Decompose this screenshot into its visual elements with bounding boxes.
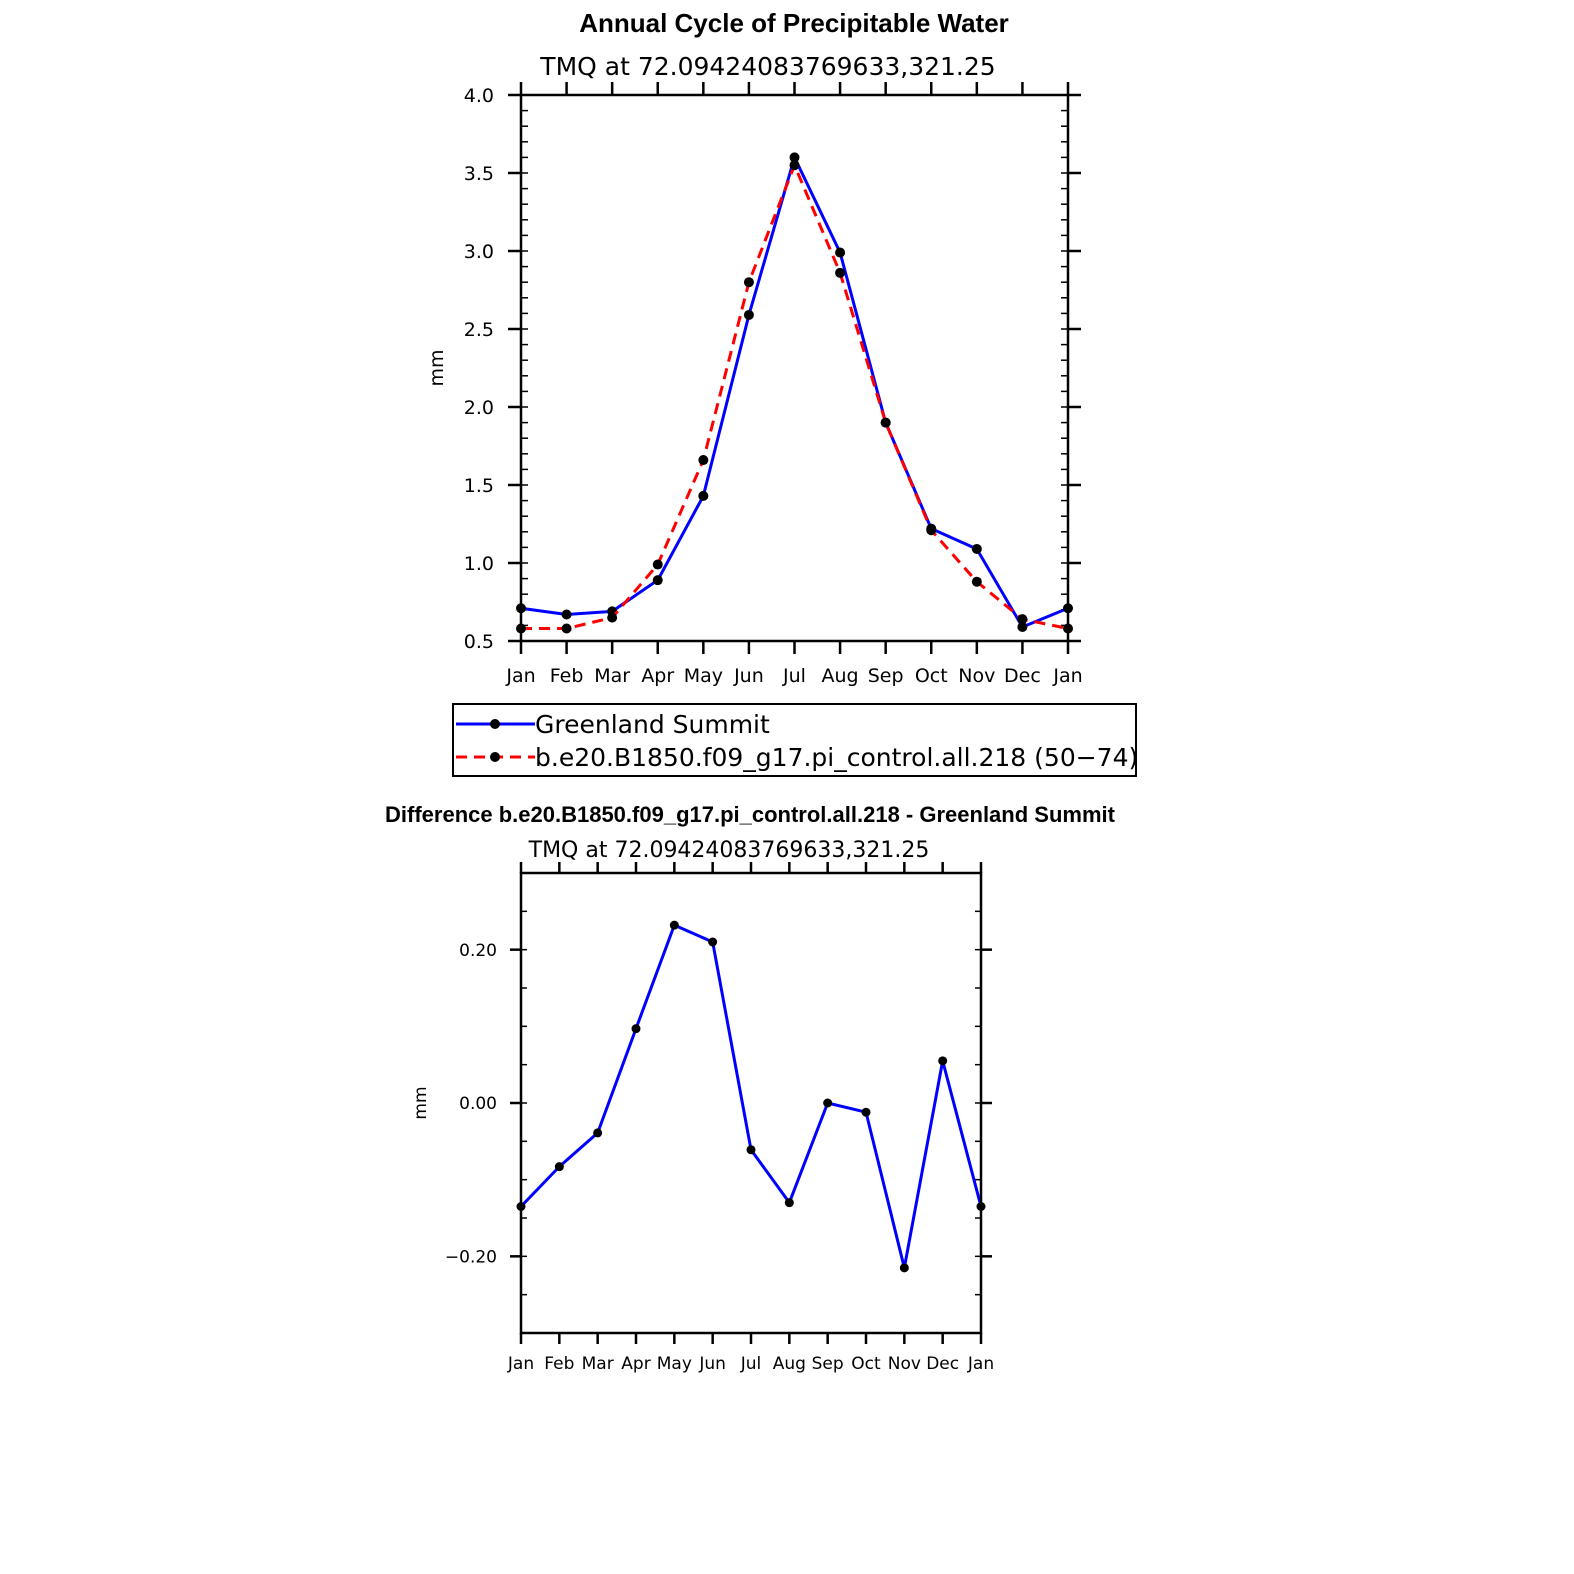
chart1-series-greenland-summit-point xyxy=(835,248,845,258)
chart2-xtick-label: Dec xyxy=(926,1354,960,1374)
chart1-series-b-e20-b1850-f09-g17-pi-c-point xyxy=(790,160,800,170)
chart2-xtick-label: Sep xyxy=(811,1354,844,1374)
chart1-xtick-label: Dec xyxy=(1004,665,1041,687)
chart2-series-0-point xyxy=(785,1198,794,1207)
chart1-series-greenland-summit-point xyxy=(653,575,663,585)
chart1-ytick-label: 2.0 xyxy=(463,396,494,419)
chart1-ytick-label: 2.5 xyxy=(463,318,494,341)
chart2-series-0-point xyxy=(862,1108,871,1117)
chart2-series-0-point xyxy=(900,1263,909,1272)
chart2-xtick-label: Oct xyxy=(851,1354,881,1374)
chart1-xtick-label: Feb xyxy=(549,665,584,687)
chart2-ticks xyxy=(445,862,994,1374)
chart1-series-b-e20-b1850-f09-g17-pi-c-point xyxy=(698,455,708,465)
chart2-series-0-point xyxy=(555,1162,564,1171)
chart2-ylabel: mm xyxy=(411,1086,431,1120)
chart1-ytick-label: 3.0 xyxy=(463,240,494,263)
chart1-series-b-e20-b1850-f09-g17-pi-c-point xyxy=(744,277,754,287)
chart2-series-0-line xyxy=(521,925,981,1268)
chart1-frame xyxy=(521,95,1068,641)
chart2-ytick-label: 0.00 xyxy=(459,1094,497,1115)
chart1-legend xyxy=(453,704,1138,776)
chart2-subtitle: TMQ at 72.09424083769633,321.25 xyxy=(528,838,930,863)
chart2-ytick-label: −0.20 xyxy=(444,1247,497,1268)
chart1-series-greenland-summit-point xyxy=(698,491,708,501)
chart1-series-b-e20-b1850-f09-g17-pi-c-point xyxy=(835,268,845,278)
chart1-series-b-e20-b1850-f09-g17-pi-c-line xyxy=(521,165,1068,628)
chart2-frame xyxy=(521,873,981,1333)
chart2-xtick-label: Aug xyxy=(772,1354,806,1374)
chart2-xtick-label: Jun xyxy=(699,1354,726,1374)
chart2-series-0-point xyxy=(938,1056,947,1065)
chart1-xtick-label: Nov xyxy=(958,665,996,687)
chart2-ytick-label: 0.20 xyxy=(459,940,497,961)
legend-label-model: b.e20.B1850.f09_g17.pi_control.all.218 (50−74) xyxy=(535,743,1139,772)
chart1-subtitle: TMQ at 72.09424083769633,321.25 xyxy=(540,52,996,81)
chart1-xtick-label: Aug xyxy=(821,665,859,687)
chart2-series-0-point xyxy=(747,1145,756,1154)
chart2-xtick-label: Feb xyxy=(544,1354,575,1374)
chart1-ytick-label: 1.5 xyxy=(463,474,494,497)
chart2-series-0-point xyxy=(708,938,717,947)
chart2-xtick-label: Jul xyxy=(740,1354,762,1374)
chart1-xtick-label: May xyxy=(683,665,723,687)
annual-cycle-chart xyxy=(426,8,1138,776)
chart1-series-greenland-summit-line xyxy=(521,157,1068,627)
chart1-ytick-label: 0.5 xyxy=(463,630,494,653)
chart1-ytick-label: 1.0 xyxy=(463,552,494,575)
chart2-title: Difference b.e20.B1850.f09_g17.pi_control.all.218 - Greenland Summit xyxy=(385,802,1115,827)
chart2-series-0-point xyxy=(670,921,679,930)
chart2-xtick-label: Apr xyxy=(621,1354,651,1374)
legend-marker-model xyxy=(490,752,500,762)
chart1-series-b-e20-b1850-f09-g17-pi-c-point xyxy=(653,560,663,570)
chart1-ylabel: mm xyxy=(426,349,448,387)
chart1-series-b-e20-b1850-f09-g17-pi-c-point xyxy=(926,525,936,535)
chart2-xtick-label: Nov xyxy=(887,1354,921,1374)
chart1-ytick-label: 4.0 xyxy=(463,84,494,107)
chart1-xtick-label: Jan xyxy=(506,665,536,687)
chart2-series-0-point xyxy=(632,1024,641,1033)
chart2-xtick-label: Mar xyxy=(581,1354,614,1374)
chart1-series-greenland-summit-point xyxy=(562,609,572,619)
legend-marker-greenland xyxy=(490,719,500,729)
difference-chart xyxy=(385,802,1116,1374)
chart1-title: Annual Cycle of Precipitable Water xyxy=(579,8,1009,38)
chart2-xtick-label: Jan xyxy=(967,1354,995,1374)
chart1-xtick-label: Jan xyxy=(1053,665,1083,687)
chart1-series-b-e20-b1850-f09-g17-pi-c-point xyxy=(972,577,982,587)
chart2-xtick-label: Jan xyxy=(507,1354,535,1374)
chart1-xtick-label: Jun xyxy=(734,665,764,687)
chart1-series xyxy=(516,152,1073,633)
legend-label-greenland: Greenland Summit xyxy=(535,710,770,739)
chart1-series-b-e20-b1850-f09-g17-pi-c-point xyxy=(562,624,572,634)
chart1-series-greenland-summit-point xyxy=(972,544,982,554)
chart1-xtick-label: Jul xyxy=(783,665,806,687)
chart1-series-b-e20-b1850-f09-g17-pi-c-point xyxy=(881,418,891,428)
chart1-xtick-label: Mar xyxy=(594,665,631,687)
chart1-series-b-e20-b1850-f09-g17-pi-c-point xyxy=(607,613,617,623)
chart1-xtick-label: Oct xyxy=(914,665,948,687)
chart1-xtick-label: Sep xyxy=(867,665,904,687)
chart1-series-b-e20-b1850-f09-g17-pi-c-point xyxy=(1017,614,1027,624)
chart2-xtick-label: May xyxy=(656,1354,692,1374)
chart1-ticks xyxy=(464,82,1083,687)
chart2-series xyxy=(517,921,986,1273)
chart1-series-greenland-summit-point xyxy=(744,310,754,320)
chart2-series-0-point xyxy=(593,1128,602,1137)
chart2-series-0-point xyxy=(823,1099,832,1108)
chart1-xtick-label: Apr xyxy=(641,665,675,687)
chart1-ytick-label: 3.5 xyxy=(463,162,494,185)
